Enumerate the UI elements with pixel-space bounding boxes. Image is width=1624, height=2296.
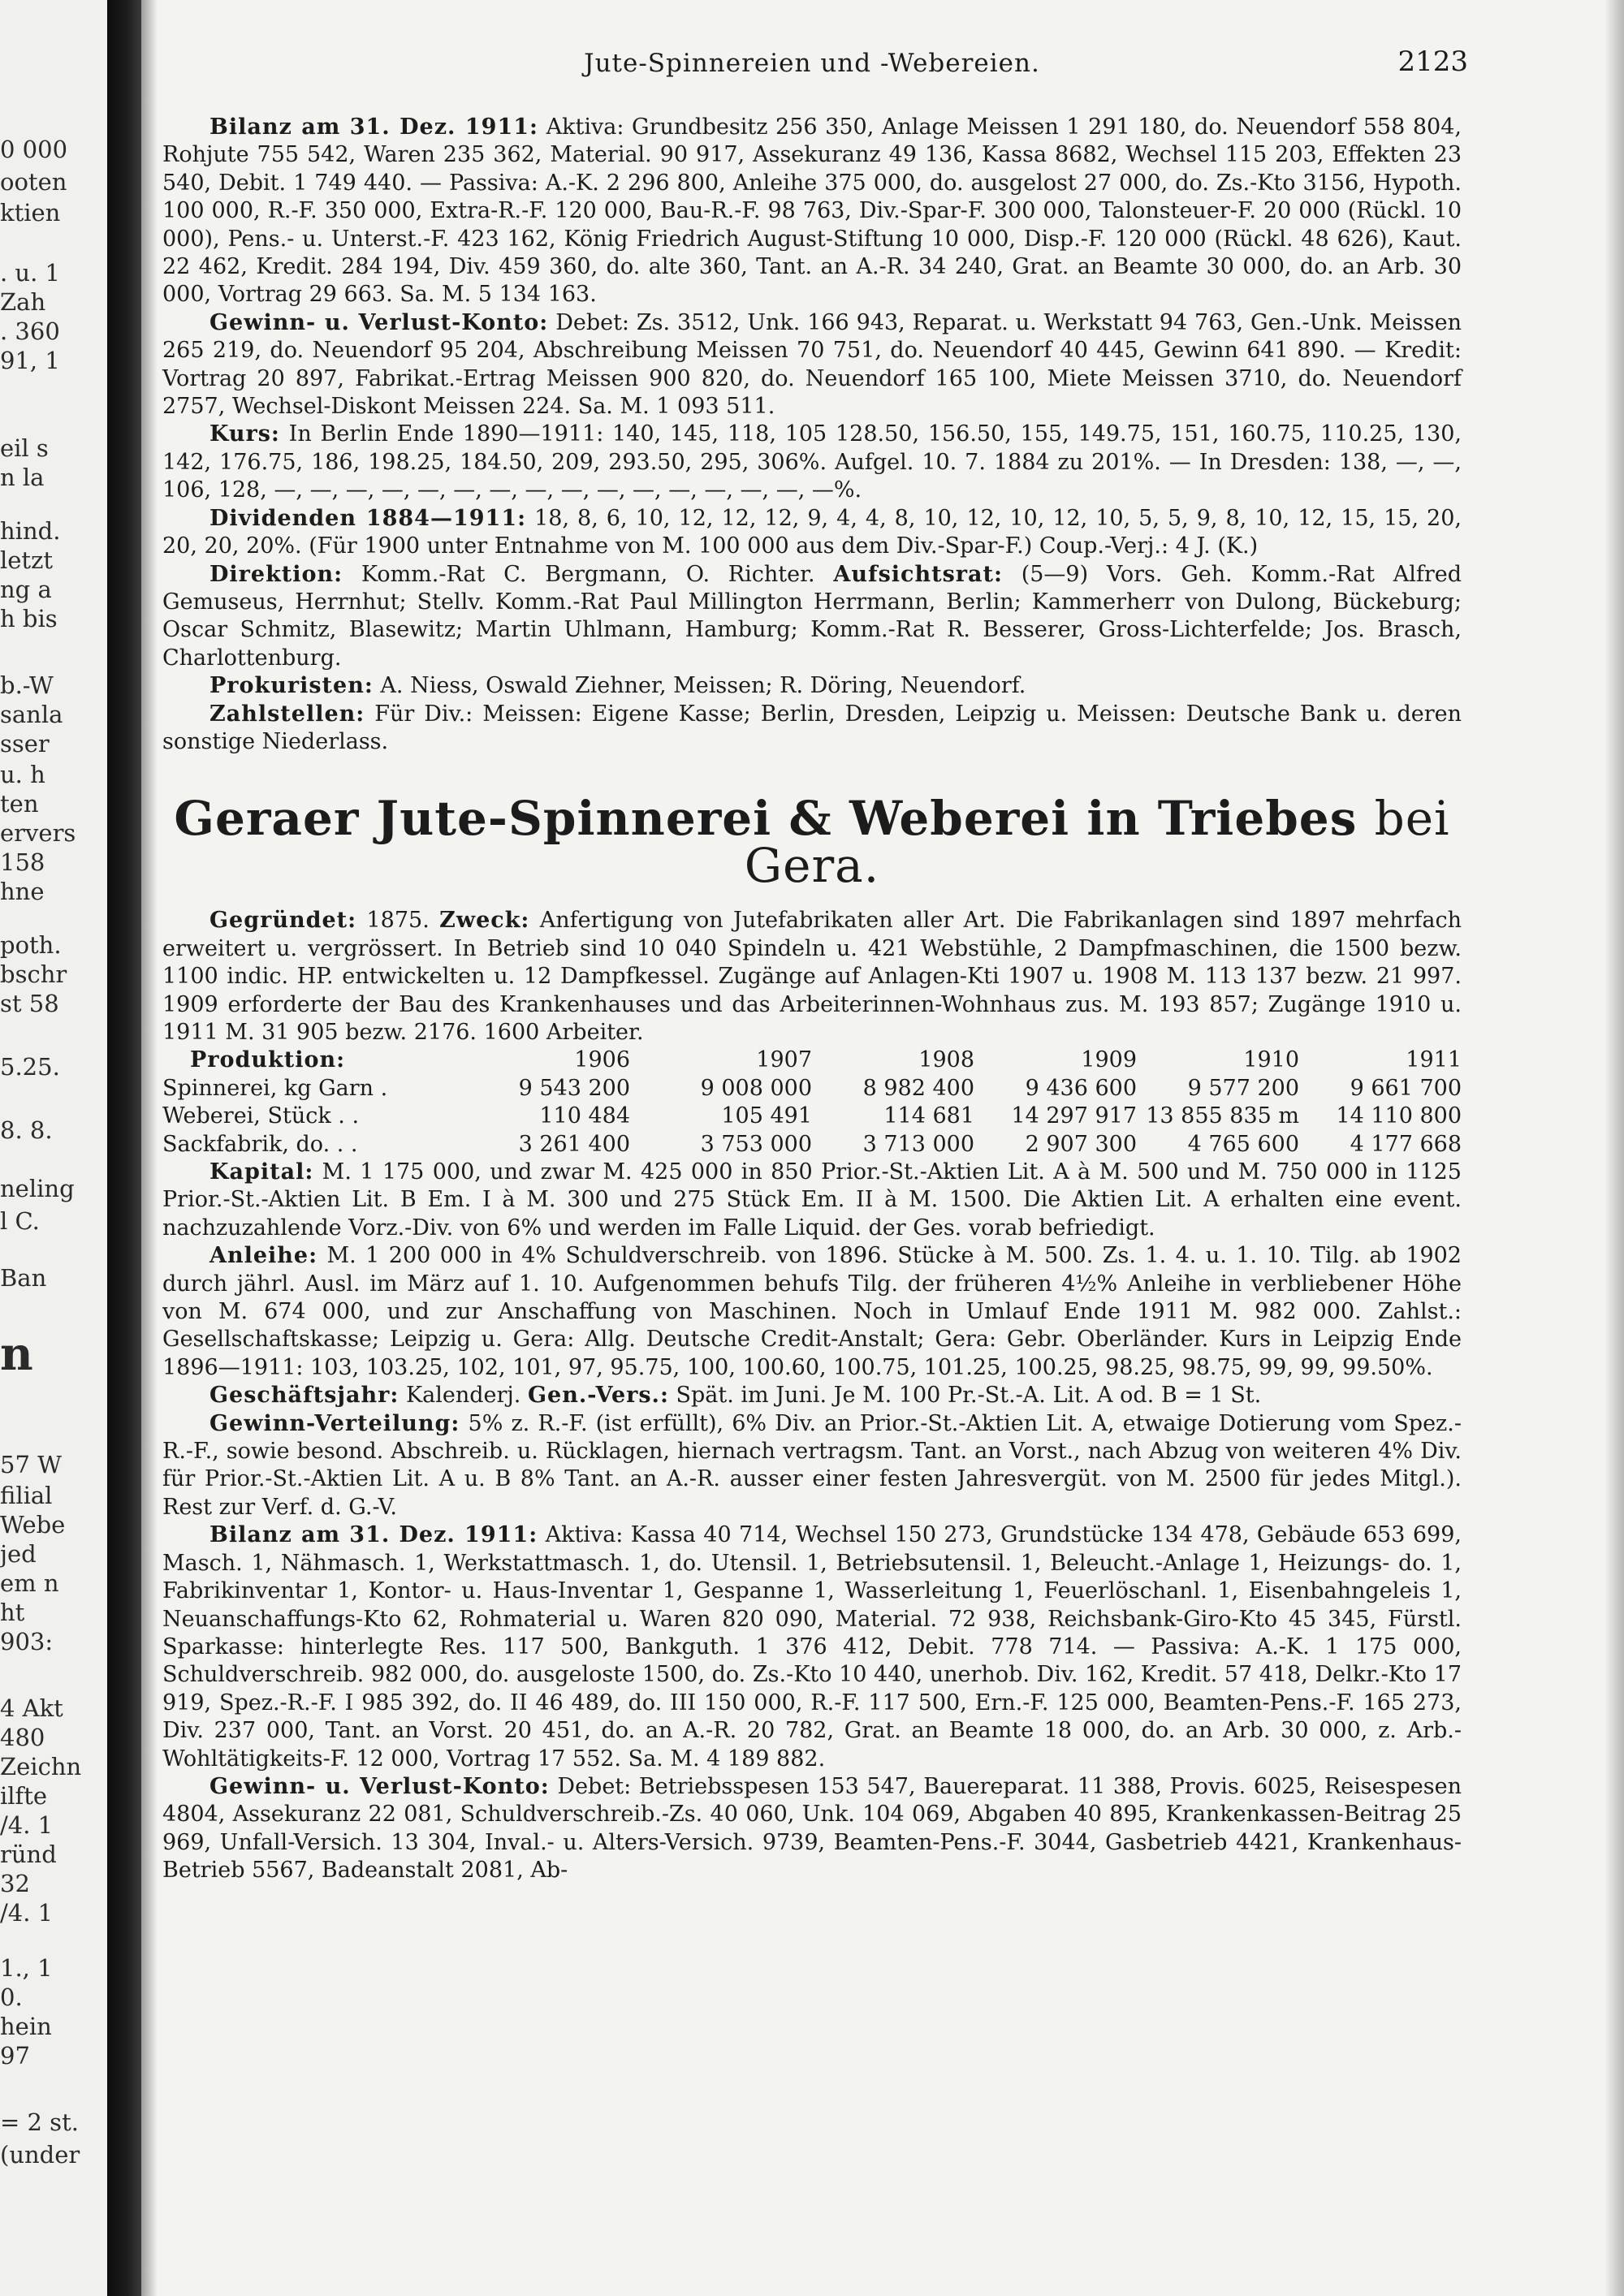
gewinn-verlust-label: Gewinn- u. Verlust-Konto: xyxy=(209,309,549,335)
table-cell: 114 681 xyxy=(883,1103,974,1129)
kurs-paragraph xyxy=(162,421,1462,504)
neighbor-text-fragment: st 58 xyxy=(0,990,59,1017)
bilanz-paragraph xyxy=(162,114,1462,309)
direktion-label: Direktion: xyxy=(209,561,343,587)
running-head-title: Jute-Spinnereien und -Webereien. xyxy=(584,49,1040,78)
neighbor-text-fragment: n la xyxy=(0,464,45,491)
neighbor-text-fragment: n xyxy=(0,1327,33,1381)
produktion-header-row xyxy=(162,1047,1462,1074)
neighbor-text-fragment: hind. xyxy=(0,517,61,545)
neighbor-text-fragment: ten xyxy=(0,790,39,818)
neighbor-text-fragment: eil s xyxy=(0,434,49,462)
bilanz-text: Aktiva: Kassa 40 714, Wechsel 150 273, Grundstücke 134 478, Gebäude 653 699, Masch. 1, Nähmasch. 1, Werkstattmasch. 1, do. Utensil. 1, Betriebsutensil. 1, Beleucht.-Anlage 1, Heizungs- do. 1, Fabrikinventar 1, Kontor- u. Haus-Inventar 1, Gespanne 1, Wasserleitung 1, Feuerlöschanl. 1, Eisenbahngeleis 1, Neuanschaffungs-Kto 62, Rohmaterial u. Waren 820 090, Material. 72 938, Reichsbank-Giro-Kto 45 345, Fürstl. Sparkasse: hinterlegte Res. 117 500, Bankguth. 1 376 412, Debit. 778 714. — Passiva: A.-K. 1 175 000, Schuldverschreib. 982 000, do. ausgeloste 1500, do. Zs.-Kto 10 440, unerhob. Div. 162, Kredit. 57 418, Delkr.-Kto 17 919, Spez.-R.-F. I 985 392, do. II 46 489, do. III 150 000, R.-F. 117 500, Ern.-F. 125 000, Beamten-Pens.-F. 165 273, Div. 237 000, Tant. an Vorst. 20 451, do. an A.-R. 20 782, Grat. an Beamte 18 000, do. an Arb. 30 000, z. Arb.-Wohltätigkeits-F. 12 000, Vortrag 17 552. Sa. M. 4 189 882. xyxy=(162,1522,1462,1772)
neighbor-text-fragment: ooten xyxy=(0,168,67,196)
kurs-label: Kurs: xyxy=(209,421,280,447)
neighbor-text-fragment: hein xyxy=(0,2013,52,2040)
table-cell: 3 753 000 xyxy=(700,1131,812,1157)
gewinn-verlust-paragraph xyxy=(162,1773,1462,1885)
neighbor-text-fragment: 480 xyxy=(0,1724,45,1751)
neighbor-text-fragment: bschr xyxy=(0,960,67,988)
neighbor-text-fragment: 158 xyxy=(0,848,45,876)
neighbor-text-fragment: ervers xyxy=(0,819,76,847)
anleihe-paragraph xyxy=(162,1242,1462,1382)
company-title-sub: bei Gera. xyxy=(744,791,1450,894)
table-cell: 8 982 400 xyxy=(862,1075,974,1101)
neighbor-text-fragment: = 2 st. xyxy=(0,2108,79,2136)
kapital-label: Kapital: xyxy=(209,1159,314,1185)
second-company-section xyxy=(162,907,1462,1884)
table-cell: 9 577 200 xyxy=(1187,1075,1299,1101)
neighbor-text-fragment: 5.25. xyxy=(0,1053,60,1081)
kapital-text: M. 1 175 000, und zwar M. 425 000 in 850 Prior.-St.-Aktien Lit. A à M. 500 und M. 750 000 in 1125 Prior.-St.-Aktien Lit. B Em. I à M. 300 und 275 Stück Em. II à M. 1500. Die Aktien Lit. A erhalten eine event. nachzuzahlende Vorz.-Div. von 6% und werden im Falle Liquid. der Ges. vorab befriedigt. xyxy=(162,1159,1462,1241)
neighbor-text-fragment: 8. 8. xyxy=(0,1116,53,1144)
dividenden-paragraph xyxy=(162,505,1462,561)
table-cell: 4 765 600 xyxy=(1187,1131,1299,1157)
gutter-shadow xyxy=(141,0,158,2296)
neighbor-text-fragment: neling xyxy=(0,1175,75,1202)
neighbor-page-strip xyxy=(0,0,107,2296)
neighbor-text-fragment: 903: xyxy=(0,1628,54,1655)
neighbor-text-fragment: 0 000 xyxy=(0,136,68,163)
neighbor-text-fragment: 0. xyxy=(0,1983,23,2011)
neighbor-text-fragment: /4. 1 xyxy=(0,1899,54,1927)
zweck-label: Zweck: xyxy=(439,908,530,934)
year-header: 1911 xyxy=(1406,1047,1462,1073)
prokuristen-paragraph xyxy=(162,672,1462,700)
produktion-label: Produktion: xyxy=(190,1047,346,1073)
anleihe-label: Anleihe: xyxy=(209,1243,318,1269)
table-cell: 9 543 200 xyxy=(518,1075,630,1101)
dividenden-label: Dividenden 1884—1911: xyxy=(209,505,527,531)
neighbor-text-fragment: sser xyxy=(0,730,50,757)
table-cell: 3 261 400 xyxy=(518,1131,630,1157)
gen-vers-label: Gen.-Vers.: xyxy=(527,1383,669,1409)
neighbor-text-fragment: u. h xyxy=(0,761,45,788)
direktion-text: Komm.-Rat C. Bergmann, O. Richter. xyxy=(361,561,815,587)
gewinn-verlust-paragraph xyxy=(162,309,1462,421)
table-cell: 13 855 835 m xyxy=(1146,1103,1299,1129)
gewinn-verteilung-label: Gewinn-Verteilung: xyxy=(209,1410,460,1436)
bilanz-label: Bilanz am 31. Dez. 1911: xyxy=(209,1522,538,1548)
document-page xyxy=(162,41,1468,1885)
produktion-table xyxy=(162,1047,1462,1159)
zahlstellen-text: Für Div.: Meissen: Eigene Kasse; Berlin, Dresden, Leipzig u. Meissen: Deutsche Bank u. deren sonstige Niederlass. xyxy=(162,701,1462,754)
gewinn-verlust-label: Gewinn- u. Verlust-Konto: xyxy=(209,1773,550,1799)
geschaeftsjahr-text: Kalenderj. xyxy=(405,1383,521,1409)
table-cell: 105 491 xyxy=(721,1103,812,1129)
row-name: Spinnerei, kg Garn . xyxy=(162,1075,388,1101)
gegruendet-value: 1875. xyxy=(366,908,430,934)
table-cell: 14 297 917 xyxy=(1011,1103,1137,1129)
kurs-text: In Berlin Ende 1890—1911: 140, 145, 118, 105 128.50, 156.50, 155, 149.75, 151, 160.75, 110.25, 130, 142, 176.75, 186, 198.25, 184.50, 209, 293.50, 295, 306%. Aufgel. 10. 7. 1884 zu 201%. — In Dresden: 138, —, —, 106, 128, —, —, —, —, —, —, —, —, —, —, —, —, —, —, —, —%. xyxy=(162,421,1462,503)
neighbor-text-fragment: . u. 1 xyxy=(0,259,61,287)
neighbor-text-fragment: ng a xyxy=(0,576,52,603)
neighbor-text-fragment: ktien xyxy=(0,199,61,227)
page-number: 2123 xyxy=(1397,45,1468,78)
aufsichtsrat-label: Aufsichtsrat: xyxy=(833,561,1003,587)
kapital-paragraph xyxy=(162,1159,1462,1242)
company-title xyxy=(162,791,1462,894)
year-header: 1910 xyxy=(1243,1047,1299,1073)
gewinn-verteilung-paragraph xyxy=(162,1410,1462,1522)
zweck-text: Anfertigung von Jutefabrikaten aller Art. Die Fabrikanlagen sind 1897 mehrfach erweitert u. vergrössert. In Betrieb sind 10 040 Spindeln u. 421 Webstühle, 2 Dampfmaschinen, die 1500 bezw. 1100 indic. HP. entwickelten u. 12 Dampfkessel. Zugänge auf Anlagen-Kti 1907 u. 1908 M. 113 137 bezw. 21 997. 1909 erforderte der Bau des Krankenhauses und das Arbeiterinnen-Wohnhaus zus. M. 193 857; Zugänge 1910 u. 1911 M. 31 905 bezw. 2176. 1600 Arbeiter. xyxy=(162,908,1462,1045)
book-gutter xyxy=(107,0,141,2296)
neighbor-text-fragment: filial xyxy=(0,1482,53,1509)
table-cell: 4 177 668 xyxy=(1350,1131,1462,1157)
neighbor-text-fragment: letzt xyxy=(0,546,54,574)
neighbor-text-fragment: 57 W xyxy=(0,1451,62,1478)
table-row xyxy=(162,1131,1462,1159)
neighbor-text-fragment: Ban xyxy=(0,1264,47,1292)
row-name: Sackfabrik, do. . . xyxy=(162,1131,358,1157)
year-header: 1906 xyxy=(574,1047,630,1073)
geschaeftsjahr-label: Geschäftsjahr: xyxy=(209,1383,400,1409)
bilanz-label: Bilanz am 31. Dez. 1911: xyxy=(209,114,539,140)
bilanz-text: Aktiva: Grundbesitz 256 350, Anlage Meissen 1 291 180, do. Neuendorf 558 804, Rohjute 755 542, Waren 235 362, Material. 90 917, Assekuranz 49 136, Kassa 8682, Wechsel 115 203, Effekten 23 540, Debit. 1 749 440. — Passiva: A.-K. 2 296 800, Anleihe 375 000, do. ausgelost 27 000, do. Zs.-Kto 3156, Hypoth. 100 000, R.-F. 350 000, Extra-R.-F. 120 000, Bau-R.-F. 98 763, Div.-Spar-F. 300 000, Talonsteuer-F. 20 000 (Rückl. 10 000), Pens.- u. Unterst.-F. 423 162, König Friedrich August-Stiftung 10 000, Disp.-F. 120 000 (Rückl. 48 626), Kaut. 22 462, Kredit. 284 194, Div. 459 360, do. alte 360, Tant. an A.-R. 34 240, Grat. an Beamte 30 000, do. an Arb. 30 000, Vortrag 29 663. Sa. M. 5 134 163. xyxy=(162,114,1462,308)
neighbor-text-fragment: . 360 xyxy=(0,317,60,345)
neighbor-text-fragment: jed xyxy=(0,1540,37,1568)
zahlstellen-paragraph xyxy=(162,701,1462,757)
anleihe-text: M. 1 200 000 in 4% Schuldverschreib. von 1896. Stücke à M. 500. Zs. 1. 4. u. 1. 10. Tilg. ab 1902 durch jährl. Ausl. im März auf 1. 10. Aufgenommen behufs Tilg. der früheren 4½% Anleihe in verbliebener Höhe von M. 674 000, und zur Anschaffung von Maschinen. Noch in Umlauf Ende 1911 M. 982 000. Zahlst.: Gesellschaftskasse; Leipzig u. Gera: Allg. Deutsche Credit-Anstalt; Gera: Gebr. Oberländer. Kurs in Leipzig Ende 1896—1911: 103, 103.25, 102, 101, 97, 95.75, 100, 100.60, 100.75, 101.25, 100.25, 98.25, 98.75, 99, 99, 99.50%. xyxy=(162,1243,1462,1380)
table-cell: 9 436 600 xyxy=(1025,1075,1137,1101)
direktion-paragraph xyxy=(162,561,1462,673)
first-company-section xyxy=(162,114,1462,756)
row-name: Weberei, Stück . . xyxy=(162,1103,360,1129)
neighbor-text-fragment: l C. xyxy=(0,1207,40,1235)
running-head xyxy=(162,41,1468,89)
gegruendet-label: Gegründet: xyxy=(209,908,357,934)
aufsichtsrat-text: (5—9) Vors. Geh. Komm.-Rat Alfred Gemuseus, Herrnhut; Stellv. Komm.-Rat Paul Millington Herrmann, Berlin; Kammerherr von Dulong, Bückeburg; Oscar Schmitz, Blasewitz; Martin Uhlmann, Hamburg; Komm.-Rat R. Besserer, Gross-Lichterfelde; Jos. Brasch, Charlottenburg. xyxy=(162,561,1462,671)
page-edge-shadow xyxy=(1605,0,1624,2296)
year-header: 1909 xyxy=(1081,1047,1137,1073)
geschaeftsjahr-paragraph xyxy=(162,1382,1462,1409)
prokuristen-text: A. Niess, Oswald Ziehner, Meissen; R. Döring, Neuendorf. xyxy=(380,673,1026,699)
table-cell: 9 008 000 xyxy=(700,1075,812,1101)
neighbor-text-fragment: b.-W xyxy=(0,671,54,699)
neighbor-text-fragment: 91, 1 xyxy=(0,347,60,374)
neighbor-text-fragment: h bis xyxy=(0,605,58,632)
neighbor-text-fragment: ilfte xyxy=(0,1782,48,1810)
year-header: 1908 xyxy=(918,1047,974,1073)
zahlstellen-label: Zahlstellen: xyxy=(209,701,365,727)
neighbor-text-fragment: hne xyxy=(0,878,45,905)
gen-vers-text: Spät. im Juni. Je M. 100 Pr.-St.-A. Lit. A od. B = 1 St. xyxy=(676,1383,1262,1409)
table-row xyxy=(162,1103,1462,1130)
gewinn-verlust-text: Debet: Betriebsspesen 153 547, Bauereparat. 11 388, Provis. 6025, Reisespesen 4804, Assekuranz 22 081, Schuldverschreib.-Zs. 40 060, Unk. 104 069, Abgaben 40 895, Krankenkassen-Beitrag 25 969, Unfall-Versich. 13 304, Inval.- u. Alters-Versich. 9739, Beamten-Pens.-F. 3044, Gasbetrieb 4421, Krankenhaus-Betrieb 5567, Badeanstalt 2081, Ab- xyxy=(162,1773,1462,1884)
neighbor-text-fragment: /4. 1 xyxy=(0,1811,54,1839)
table-cell: 9 661 700 xyxy=(1350,1075,1462,1101)
neighbor-text-fragment: 1., 1 xyxy=(0,1954,53,1982)
neighbor-text-fragment: 32 xyxy=(0,1870,30,1897)
neighbor-text-fragment: sanla xyxy=(0,701,63,728)
prokuristen-label: Prokuristen: xyxy=(209,673,374,699)
neighbor-text-fragment: 97 xyxy=(0,2042,30,2069)
neighbor-text-fragment: Webe xyxy=(0,1511,66,1539)
neighbor-text-fragment: em n xyxy=(0,1569,59,1597)
neighbor-text-fragment: 4 Akt xyxy=(0,1694,63,1722)
dividenden-text: 18, 8, 6, 10, 12, 12, 12, 9, 4, 4, 8, 10, 12, 10, 12, 10, 5, 5, 9, 8, 10, 12, 15, 15, 20, 20, 20, 20%. (Für 1900 unter Entnahme von M. 100 000 aus dem Div.-Spar-F.) Coup.-Verj.: 4 J. (K.) xyxy=(162,505,1462,559)
bilanz-paragraph xyxy=(162,1521,1462,1773)
neighbor-text-fragment: ründ xyxy=(0,1841,57,1868)
gegruendet-paragraph xyxy=(162,907,1462,1047)
neighbor-text-fragment: Zah xyxy=(0,288,46,316)
neighbor-text-fragment: ht xyxy=(0,1599,25,1626)
neighbor-text-fragment: poth. xyxy=(0,931,62,959)
year-header: 1907 xyxy=(756,1047,812,1073)
gewinn-verteilung-text: 5% z. R.-F. (ist erfüllt), 6% Div. an Prior.-St.-Aktien Lit. A, etwaige Dotierung vom Spez.-R.-F., sowie besond. Abschreib. u. Rücklagen, hiernach vertragsm. Tant. an Vorst., nach Abzug von weiteren 4% Div. für Prior.-St.-Aktien Lit. A u. B 8% Tant. an A.-R. ausser einer festen Jahresvergüt. von M. 2500 für jedes Mitgl.). Rest zur Verf. d. G.-V. xyxy=(162,1410,1462,1520)
gewinn-verlust-text: Debet: Zs. 3512, Unk. 166 943, Reparat. u. Werkstatt 94 763, Gen.-Unk. Meissen 265 219, do. Neuendorf 95 204, Abschreibung Meissen 70 751, do. Neuendorf 40 445, Gewinn 641 890. — Kredit: Vortrag 20 897, Fabrikat.-Ertrag Meissen 900 820, do. Neuendorf 165 100, Miete Meissen 3710, do. Neuendorf 2757, Wechsel-Diskont Meissen 224. Sa. M. 1 093 511. xyxy=(162,309,1462,420)
table-cell: 110 484 xyxy=(539,1103,630,1129)
table-cell: 2 907 300 xyxy=(1025,1131,1137,1157)
neighbor-text-fragment: (under xyxy=(0,2141,80,2169)
table-row xyxy=(162,1075,1462,1103)
neighbor-text-fragment: Zeichn xyxy=(0,1753,82,1780)
table-cell: 14 110 800 xyxy=(1336,1103,1462,1129)
company-title-main: Geraer Jute-Spinnerei & Weberei in Triebes xyxy=(174,791,1358,847)
table-cell: 3 713 000 xyxy=(862,1131,974,1157)
